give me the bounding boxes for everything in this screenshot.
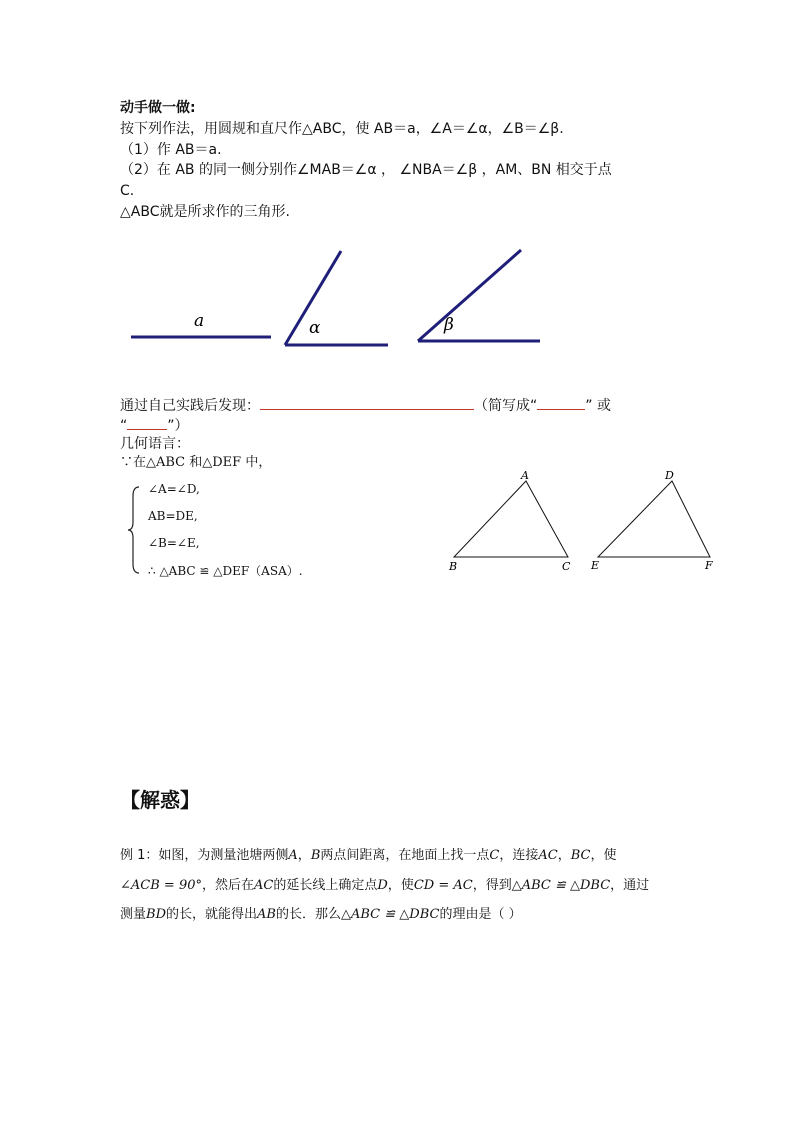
- close-quote: ”）: [167, 418, 189, 434]
- step-2-continued: C.: [120, 183, 135, 199]
- ex1-equation: CD = AC: [413, 878, 473, 893]
- geometry-language-label: 几何语言：: [120, 436, 190, 452]
- ex1-text-c: ，连接: [499, 848, 539, 863]
- open-quote: “: [120, 418, 128, 434]
- ex1-point-d: D: [377, 878, 388, 893]
- conclusion-congruent: ∴ △ABC ≌ △DEF（ASA）.: [148, 564, 303, 578]
- discovery-line: [120, 395, 611, 416]
- alpha-label: α: [309, 318, 321, 338]
- answer-blank[interactable]: [260, 395, 474, 410]
- triangle-abc: [454, 481, 568, 557]
- ex1-point-a: A: [288, 848, 298, 863]
- activity-conclusion: △ABC就是所求作的三角形.: [120, 204, 290, 220]
- angle-beta-ray: [418, 250, 521, 341]
- ex1-text-g: 的延长线上确定点: [273, 878, 378, 893]
- vertex-e-label: E: [591, 559, 600, 572]
- activity-title: 动手做一做:: [120, 100, 196, 116]
- ex1-comma: ，: [297, 848, 311, 863]
- ex1-text-j: ，通过: [610, 878, 650, 893]
- ex1-text-h: ，使: [387, 878, 414, 893]
- step-1: （1）作 AB＝a.: [120, 142, 222, 158]
- ex1-text-l: 的长，就能得出: [166, 907, 258, 922]
- ex1-text-m: 的长．那么: [275, 907, 341, 922]
- beta-label: β: [444, 315, 454, 335]
- ex1-text-k: 测量: [120, 907, 147, 922]
- ex1-text-e: ，使: [590, 848, 617, 863]
- example-line-1: [120, 846, 616, 866]
- ex1-point-c: C: [489, 848, 500, 863]
- ex1-right-angle: ∠ACB = 90°: [120, 878, 202, 893]
- example-line-2: [120, 876, 649, 896]
- short-answer-blank-1[interactable]: [537, 395, 585, 410]
- ex1-segment-bc: BC: [570, 848, 591, 863]
- discovery-short: （简写成“: [474, 398, 538, 414]
- discovery-prefix: 通过自己实践后发现：: [120, 398, 260, 414]
- step-2: （2）在 AB 的同一侧分别作∠MAB＝∠α ， ∠NBA＝∠β ，AM、BN 相交于点: [120, 162, 612, 178]
- short-answer-blank-2[interactable]: [127, 415, 167, 430]
- left-brace: [126, 486, 144, 574]
- ex1-text-a: 例 1：如图，为测量池塘两侧: [120, 848, 289, 863]
- discovery-or: ” 或: [585, 398, 611, 414]
- ex1-congruence-2: △ABC ≌ △DBC: [340, 907, 440, 922]
- ex1-text-d: ，: [557, 848, 571, 863]
- vertex-c-label: C: [562, 560, 571, 573]
- ex1-text-b: 两点间距离，在地面上找一点: [320, 848, 490, 863]
- ex1-point-b: B: [310, 848, 321, 863]
- vertex-f-label: F: [705, 559, 713, 572]
- construction-figure: [120, 240, 560, 360]
- ex1-text-f: ，然后在: [201, 878, 254, 893]
- because-statement: ∵在△ABC 和△DEF 中，: [120, 455, 272, 470]
- discovery-line-2: [120, 415, 189, 436]
- ex1-segment-ac: AC: [538, 848, 558, 863]
- ex1-question: 的理由是（ ）: [439, 907, 522, 922]
- condition-angle-a: ∠A=∠D,: [148, 482, 200, 496]
- section-heading: 【解惑】: [120, 788, 200, 812]
- condition-angle-b: ∠B=∠E,: [148, 536, 200, 550]
- activity-instruction: 按下列作法，用圆规和直尺作△ABC，使 AB＝a，∠A＝∠α，∠B＝∠β.: [120, 121, 564, 137]
- vertex-b-label: B: [449, 560, 458, 573]
- condition-side-ab: AB=DE,: [148, 509, 198, 523]
- vertex-d-label: D: [665, 469, 674, 482]
- triangles-figure: [440, 464, 730, 580]
- vertex-a-label: A: [521, 469, 529, 482]
- example-line-3: [120, 905, 522, 925]
- triangle-def: [598, 481, 710, 557]
- ex1-segment-bd: BD: [146, 907, 166, 922]
- segment-a-label: a: [194, 311, 205, 331]
- ex1-segment-ab: AB: [257, 907, 276, 922]
- ex1-congruence: △ABC ≌ △DBC: [511, 878, 611, 893]
- ex1-text-i: ，得到: [472, 878, 512, 893]
- ex1-segment-ac-2: AC: [254, 878, 274, 893]
